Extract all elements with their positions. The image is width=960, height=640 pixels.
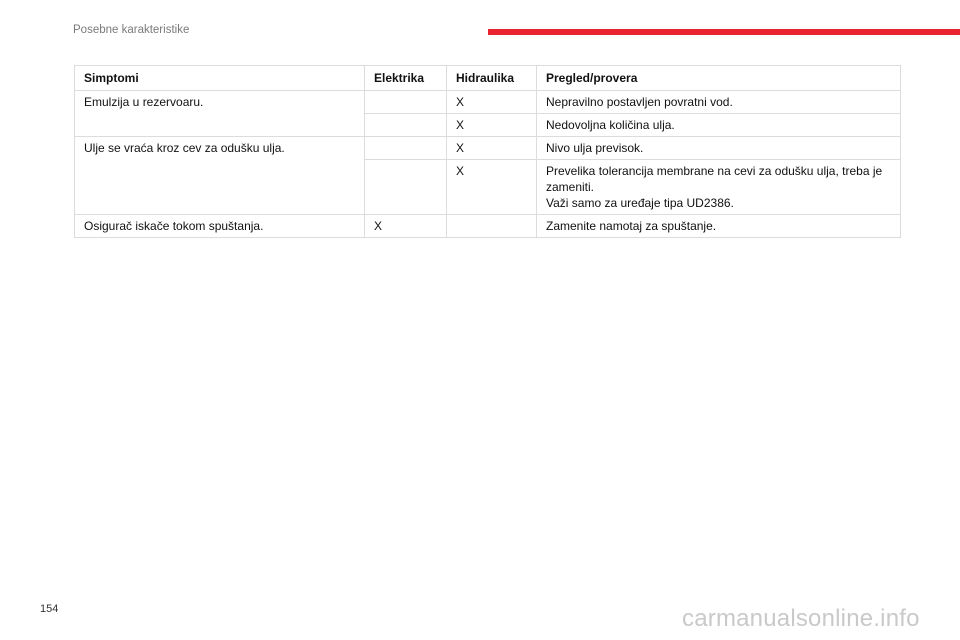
column-header-check: Pregled/provera bbox=[537, 66, 901, 91]
table-header-row bbox=[75, 66, 901, 91]
hydraulic-cell bbox=[447, 215, 537, 238]
symptom-cell: Osigurač iskače tokom spuštanja. bbox=[75, 215, 365, 238]
watermark-text: carmanualsonline.info bbox=[682, 605, 920, 632]
hydraulic-cell: X bbox=[447, 91, 537, 114]
check-cell bbox=[537, 137, 901, 160]
table-row bbox=[75, 137, 901, 160]
check-cell bbox=[537, 114, 901, 137]
electrical-cell bbox=[365, 114, 447, 137]
column-header-symptoms: Simptomi bbox=[75, 66, 365, 91]
header-accent-bar bbox=[488, 29, 960, 35]
check-cell bbox=[537, 160, 901, 215]
check-text: Nepravilno postavljen povratni vod. bbox=[546, 95, 733, 109]
electrical-cell bbox=[365, 91, 447, 114]
check-text: Prevelika tolerancija membrane na cevi za odušku ulja, treba je zameniti. bbox=[546, 164, 883, 194]
check-text: Zamenite namotaj za spuštanje. bbox=[546, 219, 717, 233]
electrical-cell: X bbox=[365, 215, 447, 238]
section-title: Posebne karakteristike bbox=[73, 24, 190, 36]
check-text: Nivo ulja previsok. bbox=[546, 141, 644, 155]
table-row bbox=[75, 91, 901, 114]
symptom-cell: Ulje se vraća kroz cev za odušku ulja. bbox=[75, 137, 365, 215]
hydraulic-cell: X bbox=[447, 160, 537, 215]
check-cell bbox=[537, 91, 901, 114]
check-text: Nedovoljna količina ulja. bbox=[546, 118, 675, 132]
hydraulic-cell: X bbox=[447, 137, 537, 160]
table-row bbox=[75, 215, 901, 238]
check-cell bbox=[537, 215, 901, 238]
electrical-cell bbox=[365, 160, 447, 215]
symptom-cell: Emulzija u rezervoaru. bbox=[75, 91, 365, 137]
page-number: 154 bbox=[40, 603, 59, 615]
column-header-hydraulic: Hidraulika bbox=[447, 66, 537, 91]
diagnostics-table bbox=[74, 65, 901, 238]
electrical-cell bbox=[365, 137, 447, 160]
hydraulic-cell: X bbox=[447, 114, 537, 137]
column-header-electrical: Elektrika bbox=[365, 66, 447, 91]
check-note: Važi samo za uređaje tipa UD2386. bbox=[546, 196, 734, 210]
